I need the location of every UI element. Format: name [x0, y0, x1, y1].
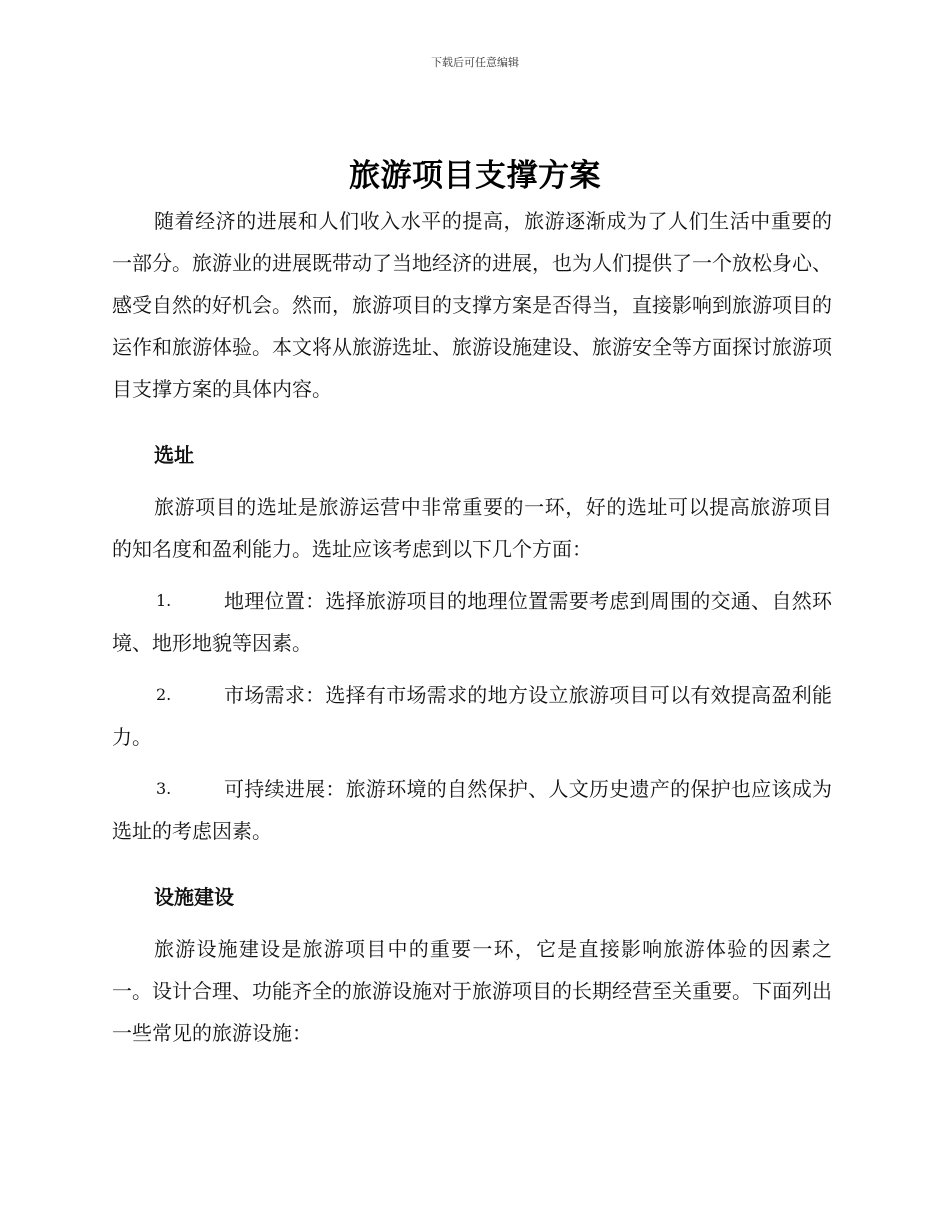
document-title: 旅游项目支撑方案	[349, 158, 601, 194]
intro-paragraph: 随着经济的进展和人们收入水平的提高，旅游逐渐成为了人们生活中重要的一部分。旅游业的进展既带动了当地经济的进展，也为人们提供了一个放松身心、感受自然的好机会。然而，旅游项目的支撑方案是否得当，直接影响到旅游项目的运作和旅游体验。本文将从旅游选址、旅游设施建设、旅游安全等方面探讨旅游项目支撑方案的具体内容。	[112, 209, 832, 401]
list-item	[112, 674, 832, 758]
section-heading-site-selection: 选址	[154, 443, 194, 467]
section-heading-facilities: 设施建设	[154, 885, 234, 909]
list-item-number: 2.	[156, 685, 172, 704]
list-item-number: 1.	[156, 591, 172, 610]
list-item	[112, 580, 832, 664]
document-body	[112, 200, 832, 1054]
list-item-number: 3.	[156, 779, 172, 798]
list-item-text: 市场需求：选择有市场需求的地方设立旅游项目可以有效提高盈利能力。	[112, 683, 832, 749]
site-selection-paragraph: 旅游项目的选址是旅游运营中非常重要的一环，好的选址可以提高旅游项目的知名度和盈利能力。选址应该考虑到以下几个方面：	[112, 495, 832, 561]
list-item	[112, 768, 832, 852]
list-item-text: 地理位置：选择旅游项目的地理位置需要考虑到周围的交通、自然环境、地形地貌等因素。	[112, 589, 832, 655]
list-item-text: 可持续进展：旅游环境的自然保护、人文历史遗产的保护也应该成为选址的考虑因素。	[112, 777, 832, 843]
page-header: 下载后可任意编辑	[431, 56, 519, 69]
facilities-paragraph: 旅游设施建设是旅游项目中的重要一环，它是直接影响旅游体验的因素之一。设计合理、功能齐全的旅游设施对于旅游项目的长期经营至关重要。下面列出一些常见的旅游设施：	[112, 937, 832, 1045]
